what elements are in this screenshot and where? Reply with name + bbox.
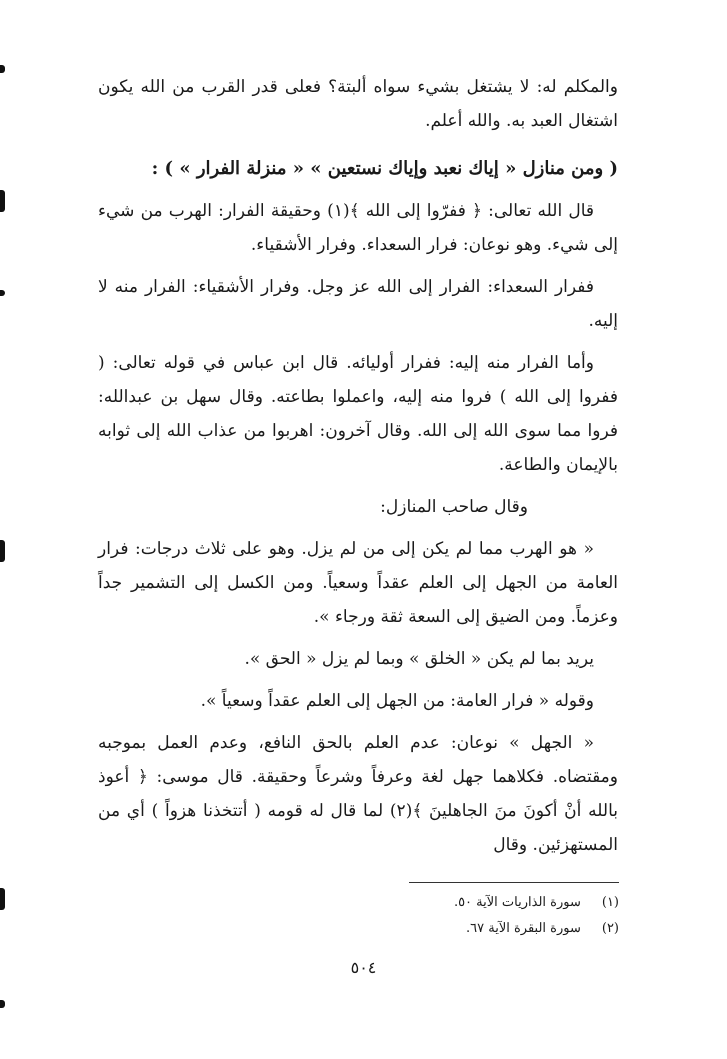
footnotes (319, 890, 619, 942)
paragraph-6: « هو الهرب مما لم يكن إلى من لم يزل. وهو على ثلاث درجات: فرار العامة من الجهل إلى العلم عقداً وسعياً. ومن الكسل إلى التشمير جداً وعزماً. ومن الضيق إلى السعة ثقة ورجاء ». (98, 539, 618, 627)
footnote-2-text: سورة البقرة الآية ٦٧. (465, 921, 581, 936)
paragraph-8: وقوله « فرار العامة: من الجهل إلى العلم عقداً وسعياً ». (200, 691, 594, 711)
footnote-2-number: (٢) (601, 921, 619, 936)
page-body (98, 70, 618, 870)
paragraph-1: والمكلم له: لا يشتغل بشيء سواه ألبتة؟ فعلى قدر القرب من الله يكون اشتغال العبد به. والله أعلم. (98, 77, 618, 131)
paragraph-2: قال الله تعالى: ﴿ ففرّوا إلى الله ﴾(١) وحقيقة الفرار: الهرب من شيء إلى شيء. وهو نوعان: فرار السعداء. وفرار الأشقياء. (98, 201, 618, 255)
binding-mark (0, 888, 5, 910)
paragraph-4: وأما الفرار منه إليه: ففرار أوليائه. قال ابن عباس في قوله تعالى: ( ففروا إلى الله ) فروا منه إليه، واعملوا بطاعته. وقال سهل بن عبدالله: فروا مما سوى الله إلى الله. وقال آخرون: اهربوا من عذاب الله إلى ثوابه بالإيمان والطاعة. (98, 353, 618, 475)
footnote-1-text: سورة الذاريات الآية ٥٠. (453, 895, 581, 910)
paragraph-7: يريد بما لم يكن « الخلق » وبما لم يزل « الحق ». (244, 649, 594, 669)
section-heading: ( ومن منازل « إياك نعبد وإياك نستعين » « منزلة الفرار » ) : (151, 158, 618, 179)
footnote-1 (319, 890, 619, 916)
binding-mark (0, 190, 5, 212)
binding-mark (0, 1000, 5, 1008)
footnote-divider (409, 882, 619, 883)
footnote-2 (319, 916, 619, 942)
paragraph-9: « الجهل » نوعان: عدم العلم بالحق النافع، وعدم العمل بموجبه ومقتضاه. فكلاهما جهل لغة وعرفاً وشرعاً وحقيقة. قال موسى: ﴿ أعوذ بالله أنْ أكونَ منَ الجاهلينَ ﴾(٢) لما قال له قومه ( أتتخذنا هزواً ) أي من المستهزئين. وقال (98, 733, 618, 855)
binding-mark (0, 65, 5, 73)
footnote-1-number: (١) (601, 895, 619, 910)
page-number: ٥٠٤ (350, 958, 377, 977)
paragraph-5: وقال صاحب المنازل: (380, 497, 528, 517)
paragraph-3: ففرار السعداء: الفرار إلى الله عز وجل. وفرار الأشقياء: الفرار منه لا إليه. (98, 277, 618, 331)
binding-mark (0, 290, 5, 296)
binding-mark (0, 540, 5, 562)
